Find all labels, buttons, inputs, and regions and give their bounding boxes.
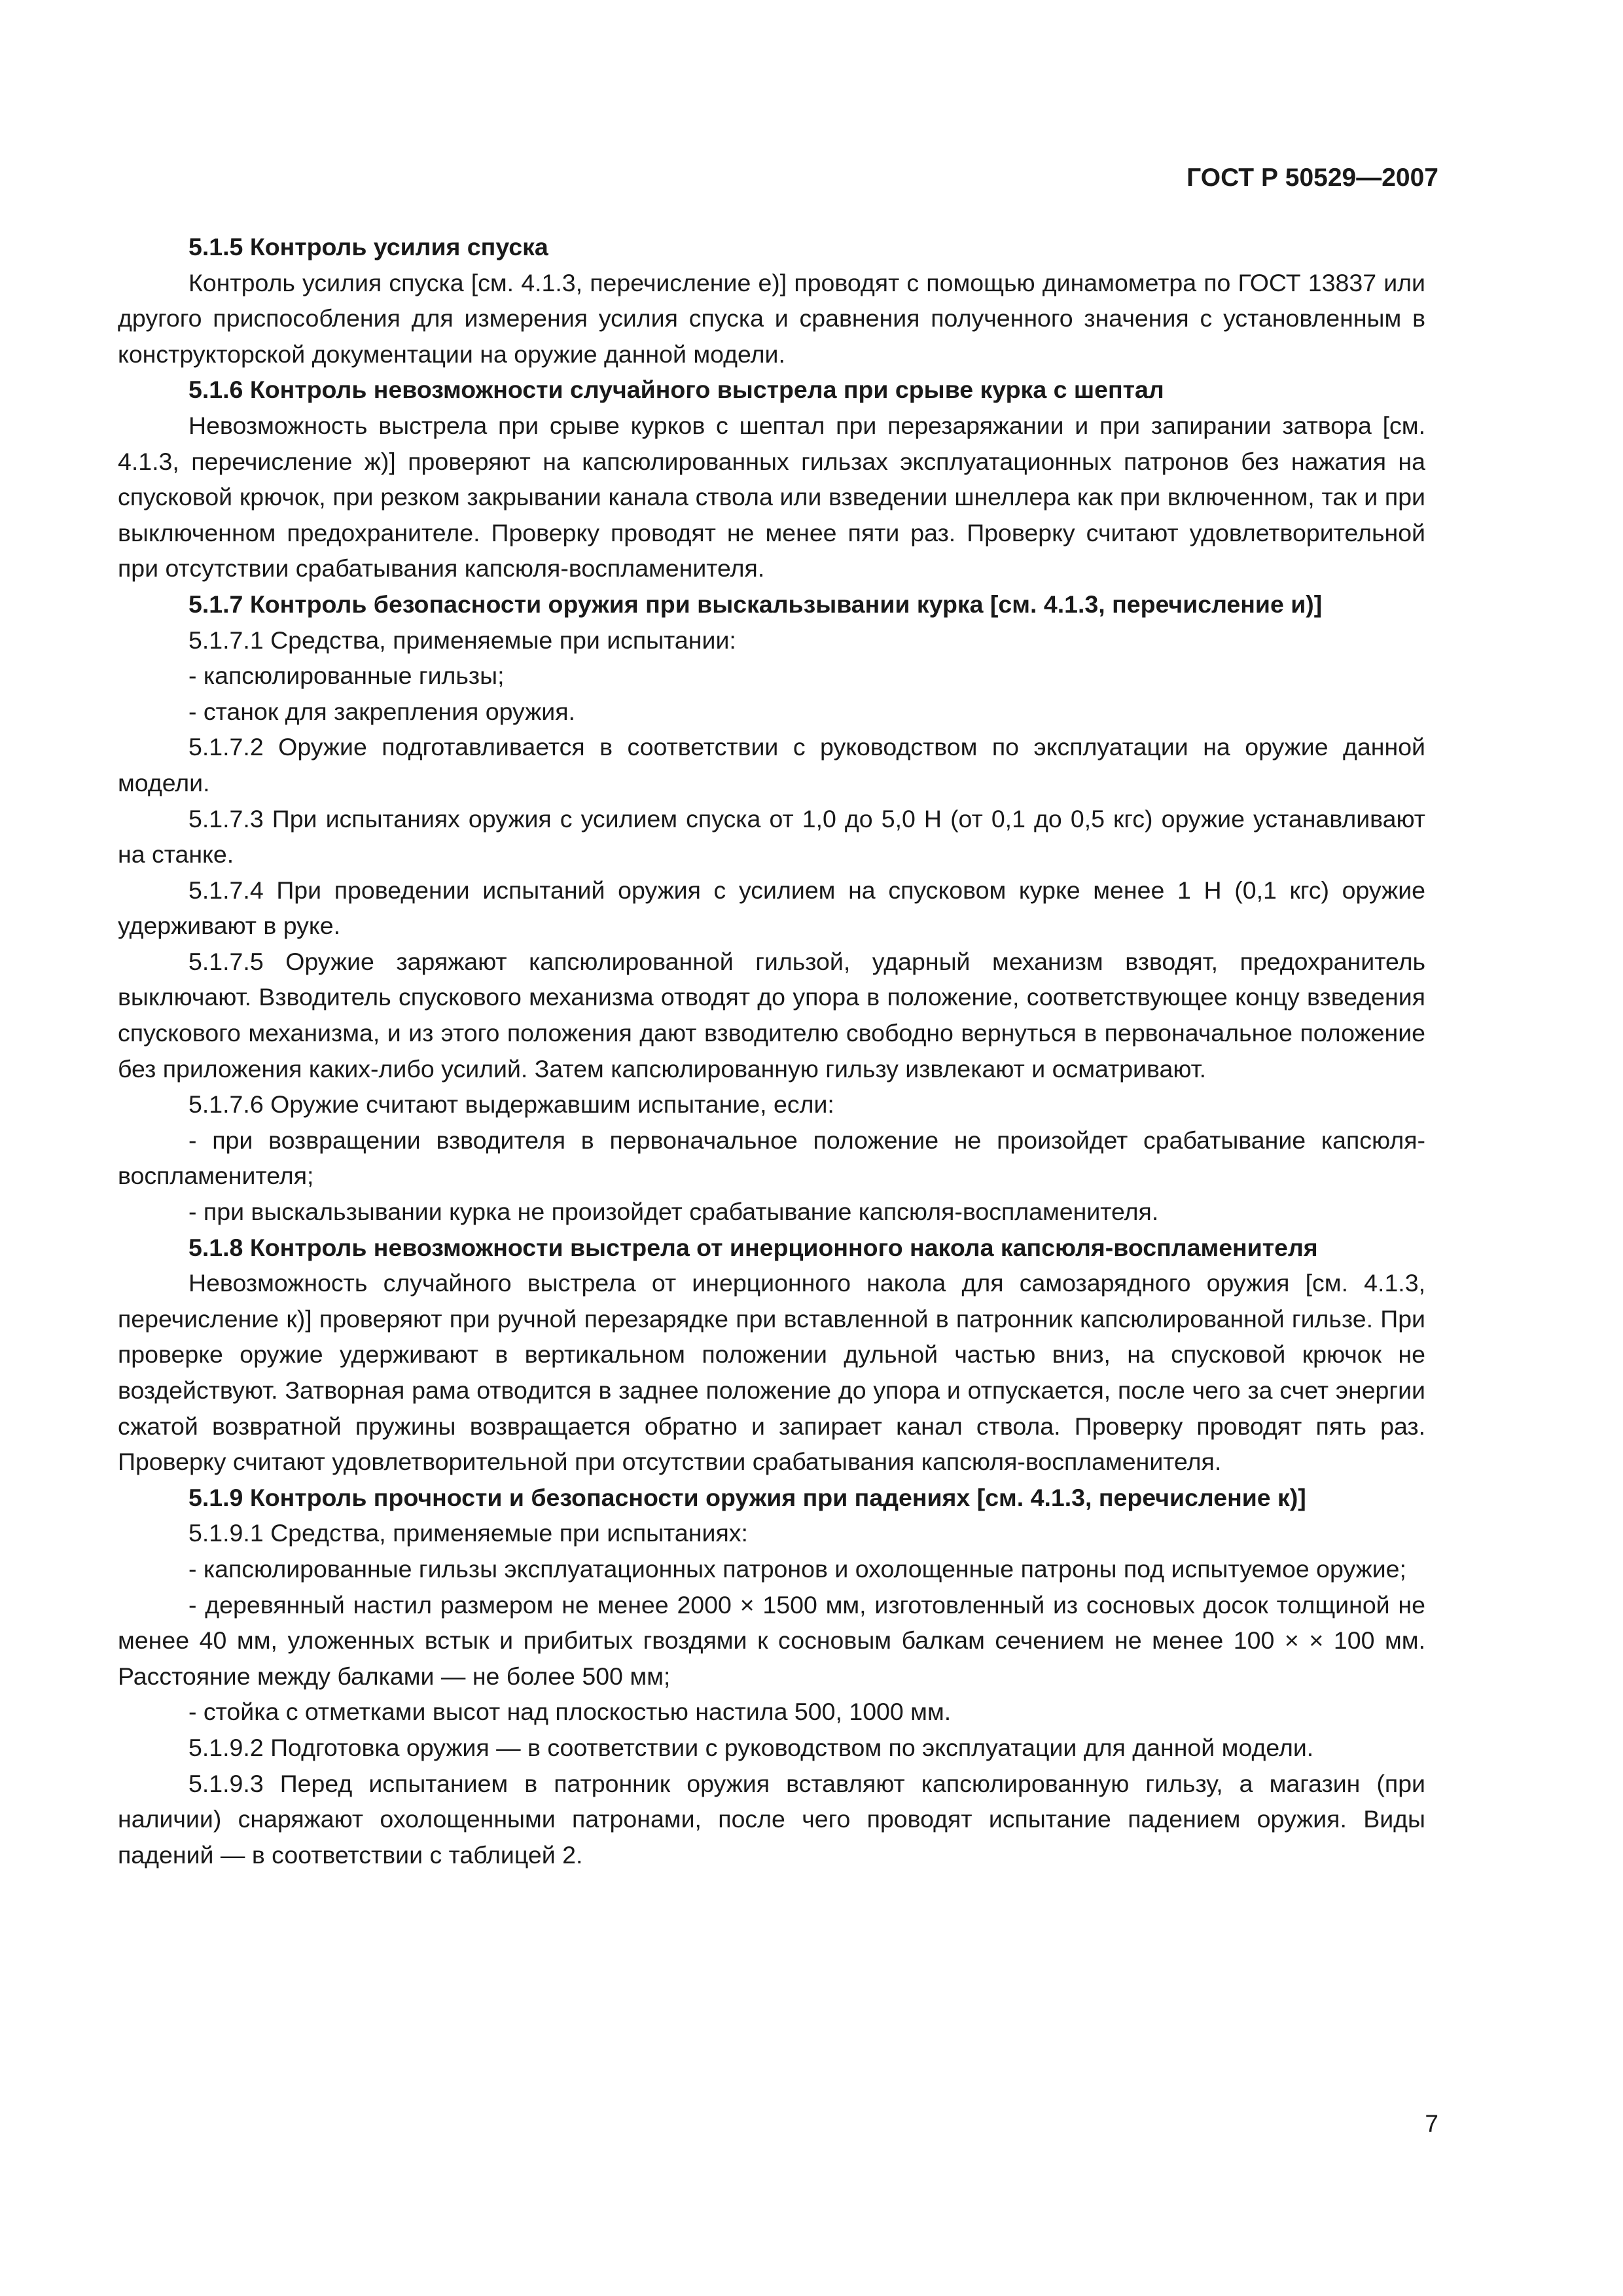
section-heading-5-1-5: 5.1.5 Контроль усилия спуска [188, 233, 548, 260]
section-heading-5-1-8: 5.1.8 Контроль невозможности выстрела от инерционного накола капсюля-воспламенителя [188, 1233, 1318, 1261]
document-body [118, 229, 1425, 1873]
section-heading-5-1-7: 5.1.7 Контроль безопасности оружия при выскальзывании курка [см. 4.1.3, перечисление и)] [188, 590, 1323, 618]
document-header-id: ГОСТ Р 50529—2007 [1186, 164, 1438, 192]
paragraph: Невозможность выстрела при срыве курков с шептал при перезаряжании и при запирании затвора [см. 4.1.3, перечисление ж)] проверяют на капсюлированных гильзах эксплуатационных патронов без нажатия на спусковой крючок, при резком закрывании канала ствола или взведении шнеллера как при включенном, так и при выключенном предохранителе. Проверку проводят не менее пяти раз. Проверку считают удовлетворительной при отсутствии срабатывания капсюля-воспламенителя. [118, 411, 1425, 583]
paragraph: Невозможность случайного выстрела от инерционного накола для самозарядного оружия [см. 4.1.3, перечисление к)] проверяют при ручной перезарядке при вставленной в патронник капсюлированной гильзе. При проверке оружие удерживают в вертикальном положении дульной частью вниз, на спусковой крючок не воздействуют. Затворная рама отводится в заднее положение до упора и отпускается, после чего за счет энергии сжатой возвратной пружины возвращается обратно и запирает канал ствола. Проверку проводят пять раз. Проверку считают удовлетворительной при отсутствии срабатывания капсюля-воспламенителя. [118, 1269, 1425, 1476]
paragraph: 5.1.7.1 Средства, применяемые при испытании: [188, 626, 736, 654]
list-item: - капсюлированные гильзы эксплуатационных патронов и охолощенные патроны под испытуемое оружие; [188, 1554, 1406, 1583]
paragraph: 5.1.9.1 Средства, применяемые при испытаниях: [188, 1519, 748, 1547]
section-heading-5-1-6: 5.1.6 Контроль невозможности случайного выстрела при срыве курка с шептал [188, 376, 1164, 404]
paragraph: Контроль усилия спуска [см. 4.1.3, перечисление е)] проводят с помощью динамометра по ГОСТ 13837 или другого приспособления для измерения усилия спуска и сравнения полученного значения с установленным в конструкторской документации на оружие данной модели. [118, 268, 1425, 368]
list-item: - стойка с отметками высот над плоскостью настила 500, 1000 мм. [188, 1698, 952, 1726]
paragraph: 5.1.7.4 При проведении испытаний оружия с усилием на спусковом курке менее 1 Н (0,1 кгс) оружие удерживают в руке. [118, 876, 1425, 940]
list-item: - капсюлированные гильзы; [188, 662, 505, 690]
page-number: 7 [1425, 2110, 1438, 2137]
paragraph: 5.1.9.3 Перед испытанием в патронник оружия вставляют капсюлированную гильзу, а магазин (при наличии) снаряжают охолощенными патронами, после чего проводят испытание падением оружия. Виды падений — в соответствии с таблицей 2. [118, 1769, 1425, 1869]
paragraph: 5.1.7.2 Оружие подготавливается в соответствии с руководством по эксплуатации на оружие данной модели. [118, 733, 1425, 797]
list-item: - при возвращении взводителя в первоначальное положение не произойдет срабатывание капсюля-воспламенителя; [118, 1126, 1425, 1190]
section-heading-5-1-9: 5.1.9 Контроль прочности и безопасности оружия при падениях [см. 4.1.3, перечисление к)] [188, 1483, 1306, 1511]
paragraph: 5.1.7.5 Оружие заряжают капсюлированной гильзой, ударный механизм взводят, предохранитель выключают. Взводитель спускового механизма отводят до упора в положение, соответствующее концу взведения спускового механизма, и из этого положения дают взводителю свободно вернуться в первоначальное положение без приложения каких-либо усилий. Затем капсюлированную гильзу извлекают и осматривают. [118, 947, 1425, 1083]
paragraph: 5.1.9.2 Подготовка оружия — в соответствии с руководством по эксплуатации для данной модели. [188, 1733, 1314, 1761]
paragraph: 5.1.7.6 Оружие считают выдержавшим испытание, если: [188, 1090, 834, 1119]
list-item: - станок для закрепления оружия. [188, 697, 575, 725]
list-item: - деревянный настил размером не менее 2000 × 1500 мм, изготовленный из сосновых досок толщиной не менее 40 мм, уложенных встык и прибитых гвоздями к сосновым балкам сечением не менее 100 × × 100 мм. Расстояние между балками — не более 500 мм; [118, 1590, 1425, 1690]
paragraph: 5.1.7.3 При испытаниях оружия с усилием спуска от 1,0 до 5,0 Н (от 0,1 до 0,5 кгс) оружие устанавливают на станке. [118, 804, 1425, 869]
list-item: - при выскальзывании курка не произойдет срабатывание капсюля-воспламенителя. [188, 1198, 1159, 1226]
